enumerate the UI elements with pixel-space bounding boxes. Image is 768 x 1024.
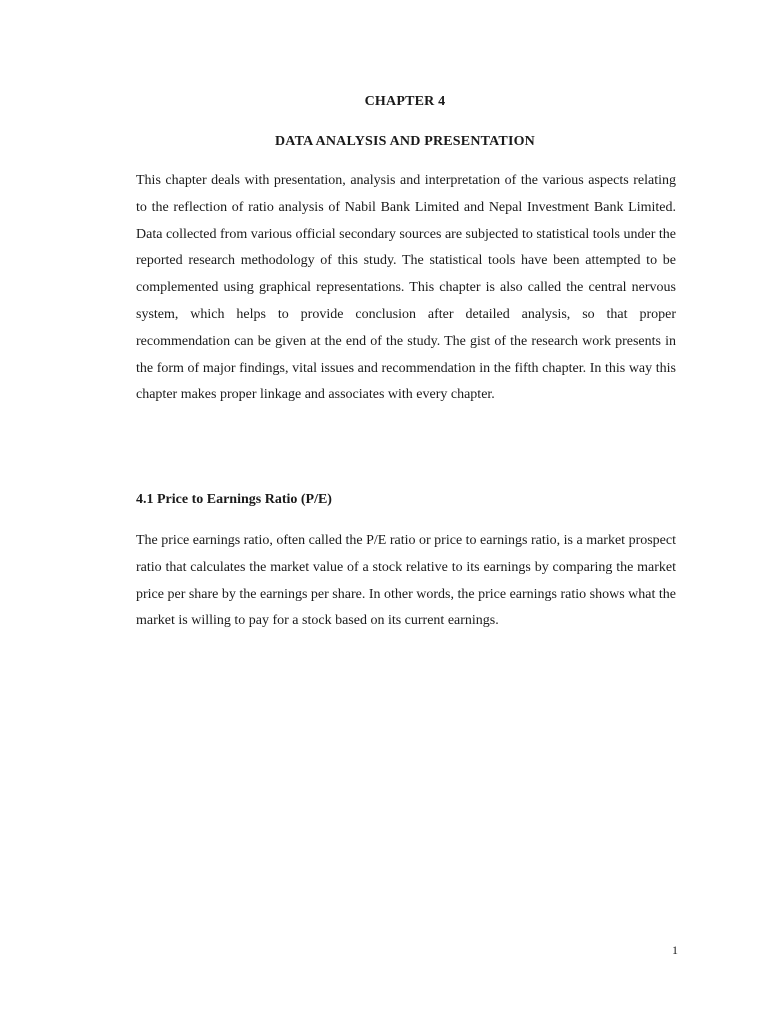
intro-paragraph: This chapter deals with presentation, analysis and interpretation of the various aspects relating to the reflection of ratio analysis of Nabil Bank Limited and Nepal Investment Bank Limited. Data collected from various official secondary sources are subjected to statistical tools under the reported research methodology of this study. The statistical tools have been attempted to be complemented using graphical representations. This chapter is also called the central nervous system, which helps to provide conclusion after detailed analysis, so that proper recommendation can be given at the end of the study. The gist of the research work presents in the form of major findings, vital issues and recommendation in the fifth chapter. In this way this chapter makes proper linkage and associates with every chapter. [136,173,676,403]
chapter-number: CHAPTER 4 [364,94,446,109]
section-paragraph: The price earnings ratio, often called the P/E ratio or price to earnings ratio, is a market prospect ratio that calculates the market value of a stock relative to its earnings by comparing the market price per share by the earnings per share. In other words, the price earnings ratio shows what the market is willing to pay for a stock based on its current earnings. [136,533,676,629]
page-number: 1 [672,943,678,957]
chapter-title: DATA ANALYSIS AND PRESENTATION [274,134,535,149]
section-heading: 4.1 Price to Earnings Ratio (P/E) [136,492,332,507]
